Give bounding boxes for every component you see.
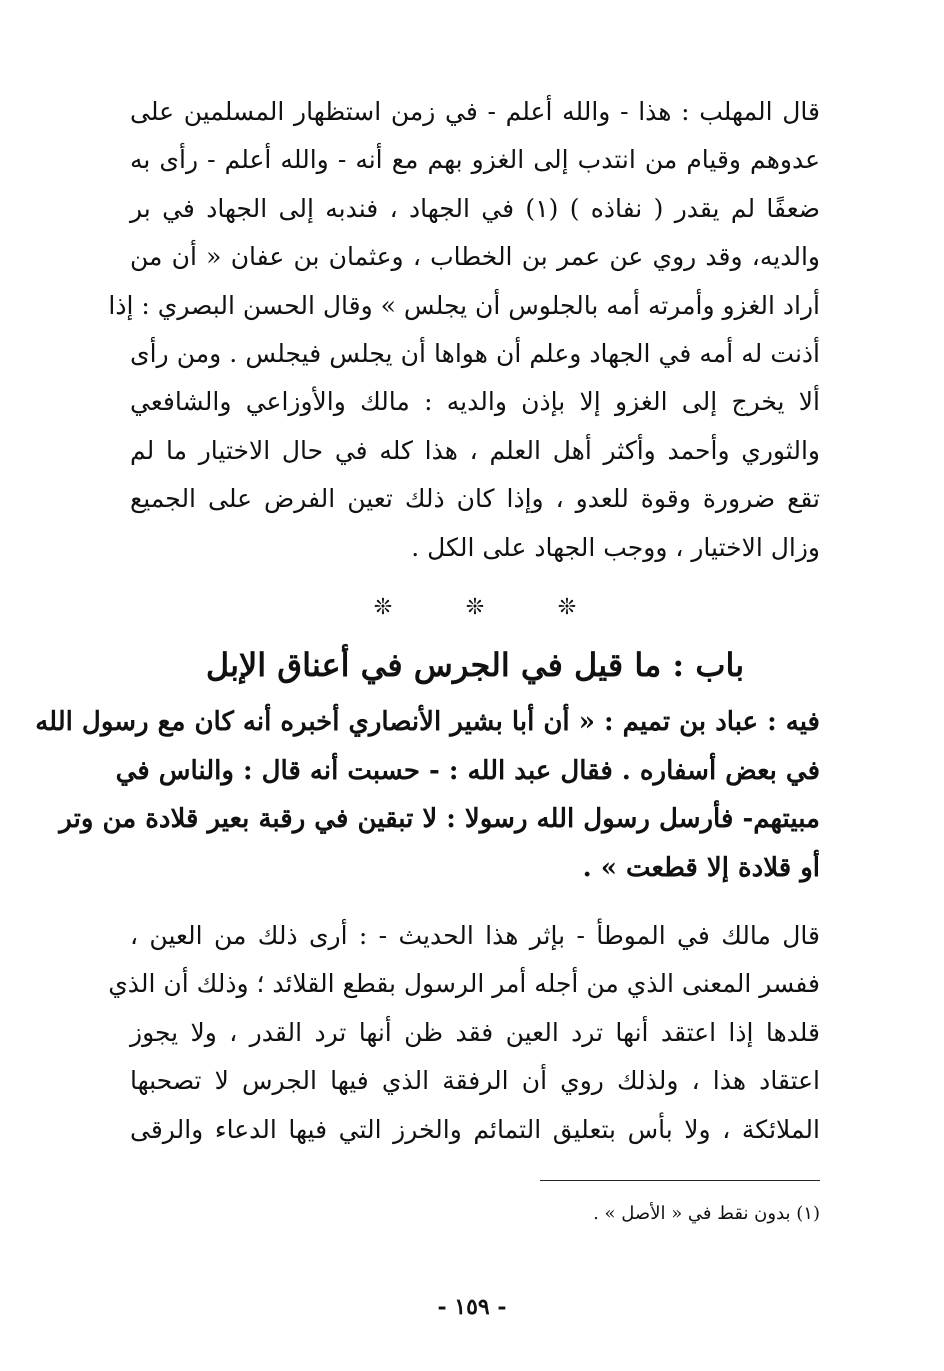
paragraph-1-line: والثوري وأحمد وأكثر أهل العلم ، هذا كله في حال الاختيار ما لم bbox=[130, 435, 820, 465]
hadith-line: في بعض أسفاره . فقال عبد الله : - حسبت أنه قال : والناس في bbox=[115, 755, 820, 786]
paragraph-1-line: أراد الغزو وأمرته أمه بالجلوس أن يجلس » وقال الحسن البصري : إذا bbox=[108, 290, 820, 320]
paragraph-2-line: ففسر المعنى الذي من أجله أمر الرسول بقطع القلائد ؛ وذلك أن الذي bbox=[108, 969, 820, 999]
paragraph-1-line: ضعفًا لم يقدر ( نفاذه ) (١) في الجهاد ، فندبه إلى الجهاد في بر bbox=[130, 193, 820, 223]
asterism-icon: ❊ bbox=[373, 595, 393, 621]
hadith-text bbox=[35, 698, 820, 892]
paragraph-2 bbox=[108, 912, 820, 1154]
chapter-title: باب : ما قيل في الجرس في أعناق الإبل bbox=[205, 646, 745, 685]
page-number: - ١٥٩ - bbox=[437, 1294, 507, 1320]
footnote: (١) بدون نقط في « الأصل » . bbox=[593, 1203, 820, 1224]
paragraph-1 bbox=[108, 88, 820, 572]
hadith-line: مبيتهم- فأرسل رسول الله رسولا : لا تبقين في رقبة بعير قلادة من وتر bbox=[59, 804, 820, 835]
hadith-line: فيه : عباد بن تميم : « أن أبا بشير الأنصاري أخبره أنه كان مع رسول الله bbox=[35, 707, 820, 738]
section-separator bbox=[130, 588, 820, 628]
paragraph-2-line: اعتقاد هذا ، ولذلك روي أن الرفقة الذي فيها الجرس لا تصحبها bbox=[130, 1066, 820, 1096]
paragraph-1-line: ألا يخرج إلى الغزو إلا بإذن والديه : مالك والأوزاعي والشافعي bbox=[130, 387, 820, 417]
paragraph-2-line: الملائكة ، ولا بأس بتعليق التمائم والخرز التي فيها الدعاء والرقى bbox=[130, 1114, 820, 1144]
paragraph-1-line: وزال الاختيار ، ووجب الجهاد على الكل . bbox=[411, 532, 820, 562]
paragraph-2-line: قال مالك في الموطأ - بإثر هذا الحديث - : أرى ذلك من العين ، bbox=[130, 921, 820, 951]
paragraph-1-line: عدوهم وقيام من انتدب إلى الغزو بهم مع أنه - والله أعلم - رأى به bbox=[130, 145, 820, 175]
paragraph-1-line: والديه، وقد روي عن عمر بن الخطاب ، وعثمان بن عفان « أن من bbox=[130, 242, 820, 272]
paragraph-2-line: قلدها إذا اعتقد أنها ترد العين فقد ظن أنها ترد القدر ، ولا يجوز bbox=[130, 1017, 820, 1047]
page-body bbox=[35, 88, 820, 1154]
hadith-line: أو قلادة إلا قطعت » . bbox=[582, 852, 820, 883]
paragraph-1-line: قال المهلب : هذا - والله أعلم - في زمن استظهار المسلمين على bbox=[130, 97, 820, 126]
paragraph-1-line: تقع ضرورة وقوة للعدو ، وإذا كان ذلك تعين الفرض على الجميع bbox=[130, 484, 820, 514]
paragraph-1-line: أذنت له أمه في الجهاد وعلم أن هواها أن يجلس فيجلس . ومن رأى bbox=[130, 339, 820, 369]
asterism-icon: ❊ bbox=[465, 595, 485, 621]
asterism-icon: ❊ bbox=[557, 595, 577, 621]
footnote-divider bbox=[540, 1180, 820, 1181]
